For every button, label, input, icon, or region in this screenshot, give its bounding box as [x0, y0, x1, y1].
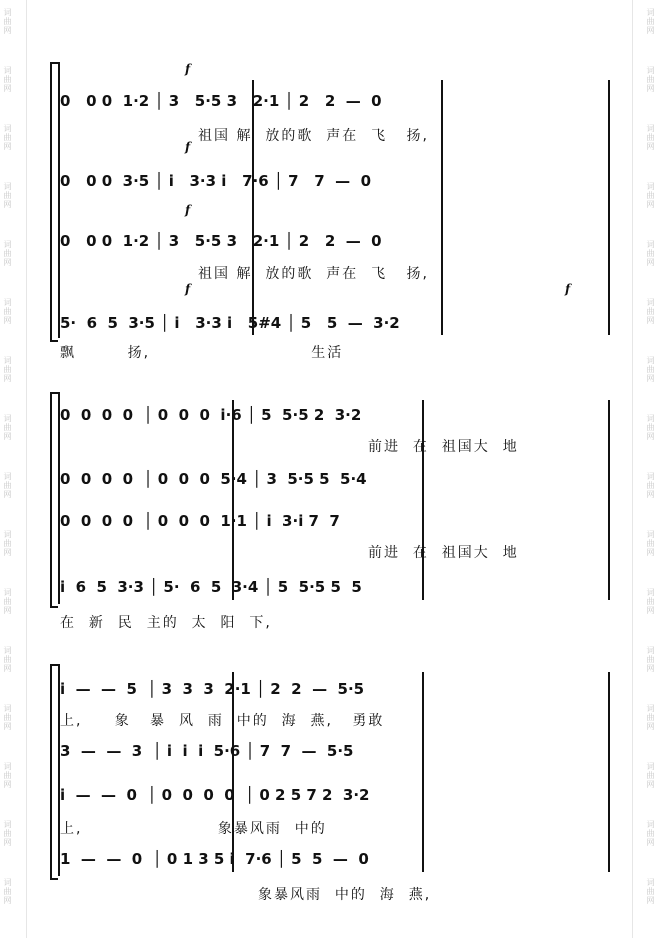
barline — [422, 400, 424, 600]
watermark-text: 词曲网 — [646, 8, 655, 35]
watermark-text: 词曲网 — [646, 820, 655, 847]
right-margin-rule — [632, 0, 633, 938]
notation-line: 5· 6 5 3·5 │ i 3·3 i 5#4 │ 5 5 — 3·2 — [60, 314, 400, 332]
system-bracket-3 — [50, 664, 58, 880]
notation-line: i 6 5 3·3 │ 5· 6 5 3·4 │ 5 5·5 5 5 — [60, 578, 362, 596]
lyric-line: 祖国 解 放的歌 声在 飞 扬, — [198, 266, 429, 282]
lyric-line: 在 新 民 主的 太 阳 下, — [60, 615, 272, 631]
notation-line: i — — 0 │ 0 0 0 0 │ 0 2 5 7 2 3·2 — [60, 786, 370, 804]
watermark-text: 词曲网 — [3, 182, 12, 209]
notation-line: 0 0 0 3·5 │ i 3·3 i 7·6 │ 7 7 — 0 — [60, 172, 372, 190]
watermark-text: 词曲网 — [646, 356, 655, 383]
watermark-text: 词曲网 — [3, 704, 12, 731]
left-margin-rule — [26, 0, 27, 938]
watermark-text: 词曲网 — [3, 240, 12, 267]
notation-line: i — — 5 │ 3 3 3 2·1 │ 2 2 — 5·5 — [60, 680, 365, 698]
notation-line: 0 0 0 1·2 │ 3 5·5 3 2·1 │ 2 2 — 0 — [60, 92, 382, 110]
lyric-line: 飘 扬, 生活 — [60, 345, 344, 361]
notation-line: 1 — — 0 │ 0 1 3 5 i 7·6 │ 5 5 — 0 — [60, 850, 369, 868]
notation-line: 0 0 0 1·2 │ 3 5·5 3 2·1 │ 2 2 — 0 — [60, 232, 382, 250]
watermark-text: 词曲网 — [3, 646, 12, 673]
watermark-text: 词曲网 — [3, 878, 12, 905]
watermark-text: 词曲网 — [646, 704, 655, 731]
watermark-text: 词曲网 — [3, 530, 12, 557]
watermark-text: 词曲网 — [646, 588, 655, 615]
lyric-line: 象暴风雨 中的 海 燕, — [258, 887, 432, 903]
watermark-text: 词曲网 — [646, 298, 655, 325]
watermark-text: 词曲网 — [646, 878, 655, 905]
dynamic-marking: f — [185, 62, 191, 76]
barline — [232, 672, 234, 872]
barline — [441, 80, 443, 335]
watermark-text: 词曲网 — [646, 646, 655, 673]
barline — [232, 400, 234, 600]
notation-line: 0 0 0 0 │ 0 0 0 i·6 │ 5 5·5 2 3·2 — [60, 406, 362, 424]
watermark-text: 词曲网 — [646, 762, 655, 789]
lyric-line: 前进 在 祖国大 地 — [368, 545, 519, 561]
barline — [422, 672, 424, 872]
dynamic-marking: f — [185, 203, 191, 217]
watermark-text: 词曲网 — [3, 414, 12, 441]
watermark-text: 词曲网 — [646, 182, 655, 209]
lyric-line: 上, 象 暴 风 雨 中的 海 燕, 勇敢 — [60, 713, 385, 729]
watermark-text: 词曲网 — [3, 8, 12, 35]
system-bracket-2 — [50, 392, 58, 608]
watermark-text: 词曲网 — [3, 298, 12, 325]
watermark-text: 词曲网 — [3, 66, 12, 93]
watermark-text: 词曲网 — [646, 124, 655, 151]
watermark-text: 词曲网 — [3, 124, 12, 151]
barline — [252, 80, 254, 335]
watermark-text: 词曲网 — [646, 472, 655, 499]
barline — [608, 672, 610, 872]
watermark-text: 词曲网 — [646, 414, 655, 441]
notation-line: 0 0 0 0 │ 0 0 0 5·4 │ 3 5·5 5 5·4 — [60, 470, 367, 488]
watermark-text: 词曲网 — [3, 762, 12, 789]
lyric-line: 上, 象暴风雨 中的 — [60, 821, 327, 837]
notation-line: 3 — — 3 │ i i i 5·6 │ 7 7 — 5·5 — [60, 742, 354, 760]
watermark-text: 词曲网 — [3, 588, 12, 615]
watermark-text: 词曲网 — [3, 472, 12, 499]
lyric-line: 祖国 解 放的歌 声在 飞 扬, — [198, 128, 429, 144]
dynamic-marking: f — [185, 140, 191, 154]
system-bracket-1 — [50, 62, 58, 342]
watermark-text: 词曲网 — [3, 820, 12, 847]
barline — [608, 400, 610, 600]
dynamic-marking: f — [185, 282, 191, 296]
barline — [608, 80, 610, 335]
notation-line: 0 0 0 0 │ 0 0 0 1·1 │ i 3·i 7 7 — [60, 512, 340, 530]
dynamic-marking: f — [565, 282, 571, 296]
watermark-text: 词曲网 — [646, 240, 655, 267]
watermark-text: 词曲网 — [3, 356, 12, 383]
lyric-line: 前进 在 祖国大 地 — [368, 439, 519, 455]
watermark-text: 词曲网 — [646, 530, 655, 557]
watermark-text: 词曲网 — [646, 66, 655, 93]
